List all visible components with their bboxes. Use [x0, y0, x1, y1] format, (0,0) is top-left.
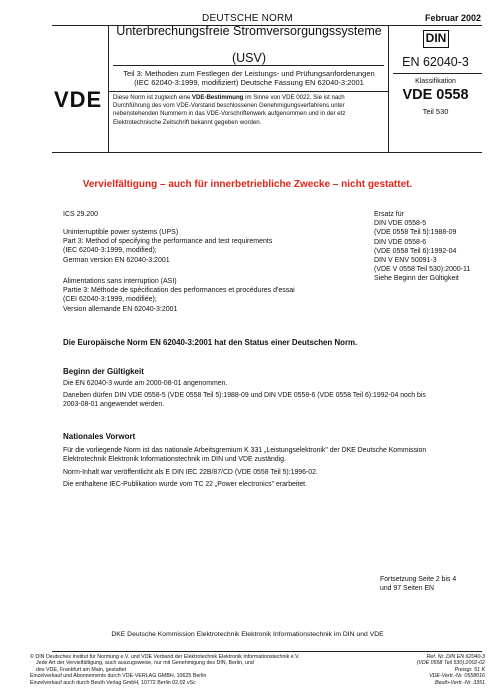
foreword-paragraph: Norm-Inhalt war veröffentlicht als E DIN IEC 22B/87/CD (VDE 0558 Teil 5):1996-02. [63, 469, 318, 476]
french-title-block [63, 277, 333, 314]
footer-line: des VDE, Frankfurt am Main, gestattet [36, 666, 127, 673]
footer-rule [52, 651, 482, 652]
footer-line: Einzelverkauf und Abonnements durch VDE-VERLAG GMBH, 10625 Berlin [30, 673, 207, 680]
continuation-line: und 97 Seiten EN [380, 585, 435, 593]
footer-ref-line: VDE-Vertr.-Nr. 0558016 [429, 673, 485, 680]
footer-ref-line: Beuth-Vertr.-Nr. 3351 [434, 679, 485, 686]
notice-bold: VDE-Bestimmung [191, 94, 244, 101]
replacement-line: (VDE 0558 Teil 5):1988-09 [374, 229, 457, 237]
validity-paragraph [63, 391, 483, 410]
number-rule [393, 73, 482, 74]
en-number: EN 62040-3 [402, 55, 469, 69]
notice-text: Diese Norm ist zugleich eine [113, 94, 192, 101]
foreword-line: Elektrotechnik Elektronik Informationstechnik im DIN und VDE zuständig. [63, 456, 286, 464]
footer-ref-line: Preisgr. 51 K [454, 666, 485, 673]
publication-date: Februar 2002 [424, 13, 481, 23]
replacement-line: DIN V ENV 50091-3 [374, 257, 437, 265]
notice-text: im Sinne von VDE 0022. Sie ist nach [243, 94, 345, 101]
foreword-paragraph [63, 446, 483, 465]
teil-number: Teil 530 [422, 107, 449, 116]
english-title-line: Uninterruptible power systems (UPS) [63, 229, 179, 236]
english-title-line: (IEC 62040-3:1999, modified); [63, 247, 157, 255]
foreword-paragraph: Die enthaltene IEC-Publikation wurde vom TC 22 „Power electronics" erarbeitet. [63, 481, 307, 488]
validity-line: Daneben dürfen DIN VDE 0558-5 (VDE 0558 Teil 5):1988-09 und DIN VDE 0558-6 (VDE 0558 Teil 6):1992-04 noch bis [63, 392, 426, 399]
footer-line: Jede Art der Vervielfältigung, auch auszugsweise, nur mit Genehmigung des DIN, Berlin, und [36, 660, 254, 667]
footer-line: © DIN Deutsches Institut für Normung e.V. und VDE Verband der Elektrotechnik Elektronik Informationstechnik e.V. [30, 654, 300, 660]
replacement-line: Ersatz für [374, 211, 404, 218]
document-subtitle [113, 69, 385, 87]
foreword-heading: Nationales Vorwort [63, 432, 136, 441]
ics-code: ICS 29.200 [63, 211, 99, 218]
validity-line: 2003-08-01 angewendet werden. [63, 401, 165, 409]
footer-copyright [30, 654, 380, 686]
header-number-cell [389, 25, 482, 152]
notice-line: nebenstehenden Nummern in das VDE-Vorschriftenwerk aufgenommen und in der etz [113, 110, 346, 118]
header-bottom-rule [52, 152, 482, 153]
replacement-line: (VDE 0558 Teil 6):1992-04 [374, 247, 457, 255]
copy-restriction-notice: Vervielfältigung – auch für innerbetriebliche Zwecke – nicht gestattet. [82, 179, 413, 190]
footer-ref-line: (VDE 0558 Teil 530):2002-02 [416, 660, 485, 667]
footer-reference [375, 654, 485, 686]
french-title-line: Alimentations sans interruption (ASI) [63, 278, 177, 285]
document-title-abbrev: (USV) [231, 51, 267, 65]
dke-line: DKE Deutsche Kommission Elektrotechnik Elektronik Informationstechnik im DIN und VDE [111, 631, 384, 638]
french-title-line: Version allemande EN 62040-3:2001 [63, 305, 178, 313]
vde-notice [113, 94, 385, 127]
replacement-block [374, 210, 489, 284]
replacement-line: (VDE V 0558 Teil 530):2000-11 [374, 266, 471, 274]
foreword-line: Für die vorliegende Norm ist das nationale Arbeitsgremium K 331 „Leistungselektronik" der DKE Deutsche Kommission [63, 447, 427, 454]
continuation-line: Fortsetzung Seite 2 bis 4 [380, 576, 457, 583]
vde-logo: VDE [54, 87, 103, 112]
notice-line: Durchführung des vom VDE-Vorstand beschlossenen Genehmigungsverfahrens unter [113, 102, 345, 110]
notice-rule [109, 91, 388, 92]
english-title-block [63, 228, 333, 265]
classification-label: Klassifikation [415, 78, 456, 85]
continuation-note [380, 575, 485, 594]
english-title-line: Part 3: Method of specifying the performance and test requirements [63, 238, 273, 246]
vde-number: VDE 0558 [402, 87, 469, 103]
header-title-cell [109, 25, 389, 152]
subtitle-line: (IEC 62040-3:1999, modifiziert) Deutsche Fassung EN 62040-3:2001 [134, 78, 364, 87]
notice-line [113, 94, 385, 102]
status-statement: Die Europäische Norm EN 62040-3:2001 hat den Status einer Deutschen Norm. [63, 338, 358, 347]
french-title-line: (CEI 62040-3:1999, modifiée); [63, 296, 157, 304]
replacement-line: DIN VDE 0558-6 [374, 238, 427, 246]
footer-ref-line: Ref. Nr. DIN EN 62040-3 [426, 654, 485, 660]
validity-paragraph: Die EN 62040-3 wurde am 2000-08-01 angenommen. [63, 380, 228, 387]
subtitle-line: Teil 3: Methoden zum Festlegen der Leistungs- und Prüfungsanforderungen [123, 69, 375, 78]
replacement-line: Siehe Beginn der Gültigkeit [374, 275, 459, 283]
header-logo-cell [52, 25, 109, 152]
validity-heading: Beginn der Gültigkeit [63, 367, 144, 376]
replacement-line: DIN VDE 0558-5 [374, 220, 427, 228]
footer-line: Einzelverkauf auch durch Beuth Verlag GmbH, 10772 Berlin 02.02 vSc [30, 679, 196, 686]
french-title-line: Partie 3: Méthode de spécification des performances et procédures d'essai [63, 287, 295, 295]
norm-label: DEUTSCHE NORM [202, 13, 293, 24]
english-title-line: German version EN 62040-3:2001 [63, 256, 170, 264]
title-rule [113, 65, 384, 66]
notice-line: Elektrotechnische Zeitschrift bekannt gegeben worden. [113, 118, 262, 126]
document-title: Unterbrechungsfreie Stromversorgungssysteme [116, 24, 382, 38]
din-logo: DIN [423, 30, 449, 48]
